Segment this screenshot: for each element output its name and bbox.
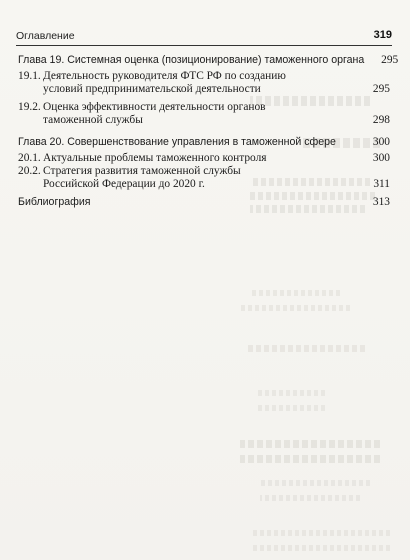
- toc-entry-title-line-1: Стратегия развития таможенной службы: [43, 165, 241, 177]
- show-through-decoration: [250, 290, 340, 296]
- show-through-decoration: [255, 405, 325, 411]
- show-through-decoration: [250, 545, 390, 551]
- toc-section-20-1: [18, 152, 390, 165]
- toc-entry-page: 300: [372, 136, 390, 148]
- show-through-decoration: [240, 455, 380, 463]
- toc-section-number: 19.2.: [18, 101, 41, 113]
- toc-entry-page: 313: [372, 196, 390, 208]
- show-through-decoration: [240, 305, 350, 311]
- toc-section-number: 20.2.: [18, 165, 41, 177]
- toc-entry-title: Глава 20. Совершенствование управления в таможенной сфере: [18, 136, 336, 148]
- table-of-contents: [18, 54, 399, 209]
- toc-entry-title-line-2: Российской Федерации до 2020 г.: [43, 178, 205, 190]
- show-through-decoration: [255, 390, 325, 396]
- toc-entry-page: 300: [372, 152, 390, 164]
- toc-section-number: 20.1.: [18, 152, 41, 164]
- toc-entry-title: Глава 19. Системная оценка (позиционирование) таможенного органа: [18, 54, 365, 66]
- show-through-decoration: [250, 530, 390, 536]
- show-through-decoration: [260, 495, 360, 501]
- toc-entry-title: Библиография: [18, 196, 91, 208]
- show-through-decoration: [260, 480, 370, 486]
- toc-section-20-2: [18, 165, 390, 191]
- toc-entry-page: 295: [381, 54, 399, 66]
- toc-entry-title-line-1: Деятельность руководителя ФТС РФ по созданию: [43, 70, 286, 82]
- show-through-decoration: [240, 440, 380, 448]
- toc-entry-page: 298: [372, 114, 390, 126]
- toc-entry-title-line-1: Оценка эффективности деятельности органов: [43, 101, 266, 113]
- toc-entry-title-line-2: таможенной службы: [43, 114, 143, 126]
- toc-entry-title-line-2: условий предпринимательской деятельности: [43, 83, 261, 95]
- page-number: 319: [373, 29, 392, 41]
- toc-entry-title-line-1: Актуальные проблемы таможенного контроля: [43, 152, 267, 164]
- toc-bibliography: [18, 196, 390, 209]
- toc-entry-page: 311: [373, 178, 390, 190]
- toc-section-19-2: [18, 101, 390, 127]
- header-rule: [16, 45, 392, 46]
- toc-section-19-1: [18, 70, 390, 96]
- toc-section-number: 19.1.: [18, 70, 41, 82]
- running-header-title: Оглавление: [16, 30, 75, 42]
- show-through-decoration: [245, 345, 365, 352]
- toc-chapter-20: [18, 136, 390, 149]
- toc-entry-page: 295: [372, 83, 390, 95]
- toc-chapter-19: [18, 54, 399, 67]
